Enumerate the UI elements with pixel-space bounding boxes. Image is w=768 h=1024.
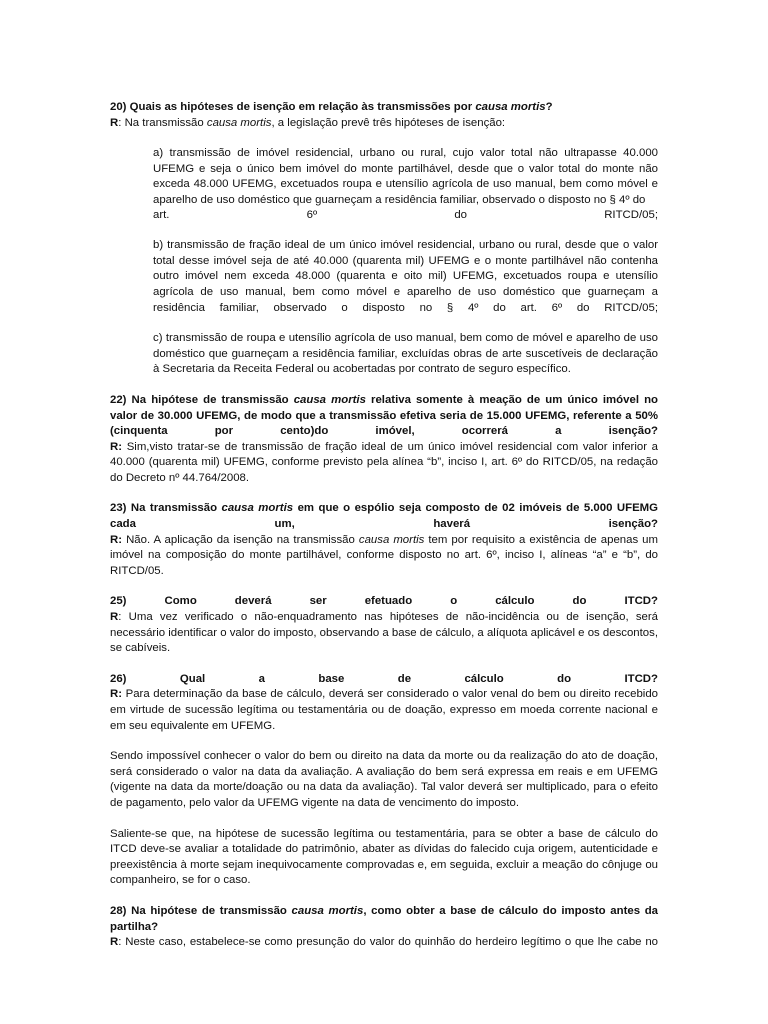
question-26: 26) Qual a base de cálculo do ITCD? <box>110 672 658 685</box>
question-20: 20) Quais as hipóteses de isenção em relação às transmissões por causa mortis? <box>110 101 553 113</box>
answer-26: R: Para determinação da base de cálculo, deverá ser considerado o valor venal do bem ou direito recebido em virtude de sucessão legítima ou testamentária ou de doação, expresso em moeda corrente nacional e em seu equivalente em UFEMG. <box>110 688 658 732</box>
exemption-item-b: b) transmissão de fração ideal de um único imóvel residencial, urbano ou rural, desde que o valor total desse imóvel seja de até 40.000 (quarenta mil) UFEMG e o monte partilhável não contenha outro imóvel nem exceda 48.000 (quarenta e oito mil) UFEMG, excetuados roupa e utensílio agrícola de uso manual, bem como móvel e aparelho de uso doméstico que guarneçam a residência familiar, observado o disposto no § 4º do art. 6º do RITCD/05; <box>153 239 658 314</box>
document-page <box>110 100 658 951</box>
answer-23: R: Não. A aplicação da isenção na transmissão causa mortis tem por requisito a existência de apenas um imóvel na composição do monte partilhável, conforme disposto no art. 6º, inciso I, alíneas “a” e “b”, do RITCD/05. <box>110 533 659 577</box>
question-28: 28) Na hipótese de transmissão causa mortis, como obter a base de cálculo do imposto antes da partilha? <box>110 904 658 933</box>
exemption-item-a: a) transmissão de imóvel residencial, urbano ou rural, cujo valor total não ultrapasse 40.000 UFEMG e seja o único bem imóvel do monte partilhável, desde que o valor total do monte não exceda 48.000 UFEMG, excetuados roupa e utensílio agrícola de uso manual, bem como móvel e aparelho de uso doméstico que guarneçam a residência familiar, observado o disposto no § 4º do <box>153 147 658 206</box>
answer-25: R: Uma vez verificado o não-enquadramento nas hipóteses de não-incidência ou de isenção, será necessário identificar o valor do imposto, observando a base de cálculo, a alíquota aplicável e os descontos, se cabíveis. <box>110 611 658 655</box>
question-22: 22) Na hipótese de transmissão causa mortis relativa somente à meação de um único imóvel no valor de 30.000 UFEMG, de modo que a transmissão efetiva seria de 15.000 UFEMG, referente a 50% (cinquenta por cento)do imóvel, ocorrerá a isenção? <box>110 393 658 438</box>
answer-22: R: Sim,visto tratar-se de transmissão de fração ideal de um único imóvel residencial com valor inferior a 40.000 (quarenta mil) UFEMG, conforme previsto pela alínea “b”, inciso I, art. 6º do RITCD/05, na redação do Decreto nº 44.764/2008. <box>110 440 658 484</box>
exemption-item-c: c) transmissão de roupa e utensílio agrícola de uso manual, bem como de móvel e aparelho de uso doméstico que guarneçam a residência familiar, excluídas obras de arte suscetíveis de declaração à Secretaria da Receita Federal ou acobertadas por contrato de seguro específico. <box>153 332 658 376</box>
exemption-list <box>153 146 658 378</box>
answer-28: R: Neste caso, estabelece-se como presunção do valor do quinhão do herdeiro legítimo o que lhe cabe no <box>110 936 658 949</box>
answer-20: R: Na transmissão causa mortis, a legislação prevê três hipóteses de isenção: <box>110 116 506 129</box>
question-25: 25) Como deverá ser efetuado o cálculo do ITCD? <box>110 595 658 608</box>
exemption-item-a-tail: art. 6º do RITCD/05; <box>153 208 659 221</box>
question-23: 23) Na transmissão causa mortis em que o espólio seja composto de 02 imóveis de 5.000 UFEMG cada um, haverá isenção? <box>110 502 659 531</box>
answer-26-paragraph-3: Saliente-se que, na hipótese de sucessão legítima ou testamentária, para se obter a base de cálculo do ITCD deve-se avaliar a totalidade do patrimônio, abater as dívidas do falecido cuja origem, autenticidade e preexistência à morte sejam inequivocamente comprovadas e, em seguida, excluir a meação do cônjuge ou companheiro, se for o caso. <box>110 827 658 887</box>
answer-26-paragraph-2: Sendo impossível conhecer o valor do bem ou direito na data da morte ou da realização do ato de doação, será considerado o valor na data da avaliação. A avaliação do bem será expressa em reais e em UFEMG (vigente na data da morte/doação ou na data da avaliação). Tal valor deverá ser multiplicado, para o efeito de pagamento, pelo valor da UFEMG vigente na data de vencimento do imposto. <box>110 750 658 809</box>
